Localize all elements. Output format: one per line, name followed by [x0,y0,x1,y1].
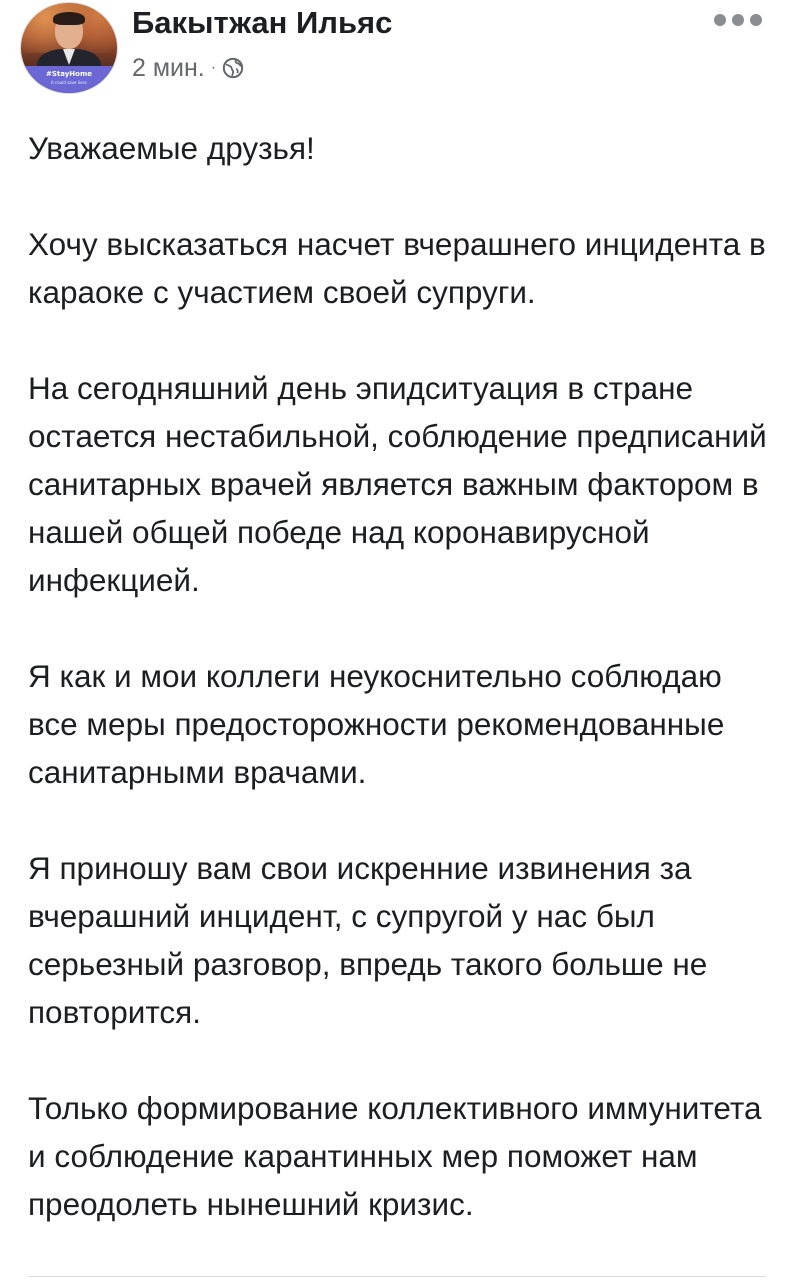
post-body [28,124,778,1228]
globe-icon[interactable] [222,57,244,79]
more-horizontal-icon-dot [732,14,744,26]
avatar-badge-text: #StayHome [45,70,93,78]
more-horizontal-icon-dot [714,14,726,26]
post-divider [28,1276,766,1277]
post-paragraph-incident: Хочу высказаться насчет вчерашнего инцидента в караоке с участием своей супруги. [28,226,766,310]
author-name[interactable]: Бакытжан Ильяс [132,5,393,40]
post-paragraph-greeting: Уважаемые друзья! [28,130,315,166]
avatar-hair [53,12,85,25]
post-timestamp[interactable]: 2 мин. [132,53,205,82]
avatar-frame-badge [21,66,117,93]
meta-separator: · [210,59,217,76]
more-horizontal-icon-dot [750,14,762,26]
post-paragraph-conclusion: Только формирование коллективного иммунитета и соблюдение карантинных мер поможет нам преодолеть нынешний кризис. [28,1090,762,1222]
author-avatar[interactable] [20,2,118,94]
avatar-badge-subtext: it could save lives [51,80,87,85]
post-paragraph-epidemic: На сегодняшний день эпидситуация в стране остается нестабильной, соблюдение предписаний санитарных врачей является важным фактором в нашей общей победе над коронавирусной инфекцией. [28,370,767,598]
post-header [0,0,794,100]
post-paragraph-precautions: Я как и мои коллеги неукоснительно соблюдаю все меры предосторожности рекомендованные санитарными врачами. [28,658,725,790]
post-paragraph-apology: Я приношу вам свои искренние извинения за вчерашний инцидент, с супругой у нас был серьезный разговор, впредь такого больше не повторится. [28,850,708,1030]
more-options-button[interactable] [714,10,762,30]
post-meta [132,52,244,84]
